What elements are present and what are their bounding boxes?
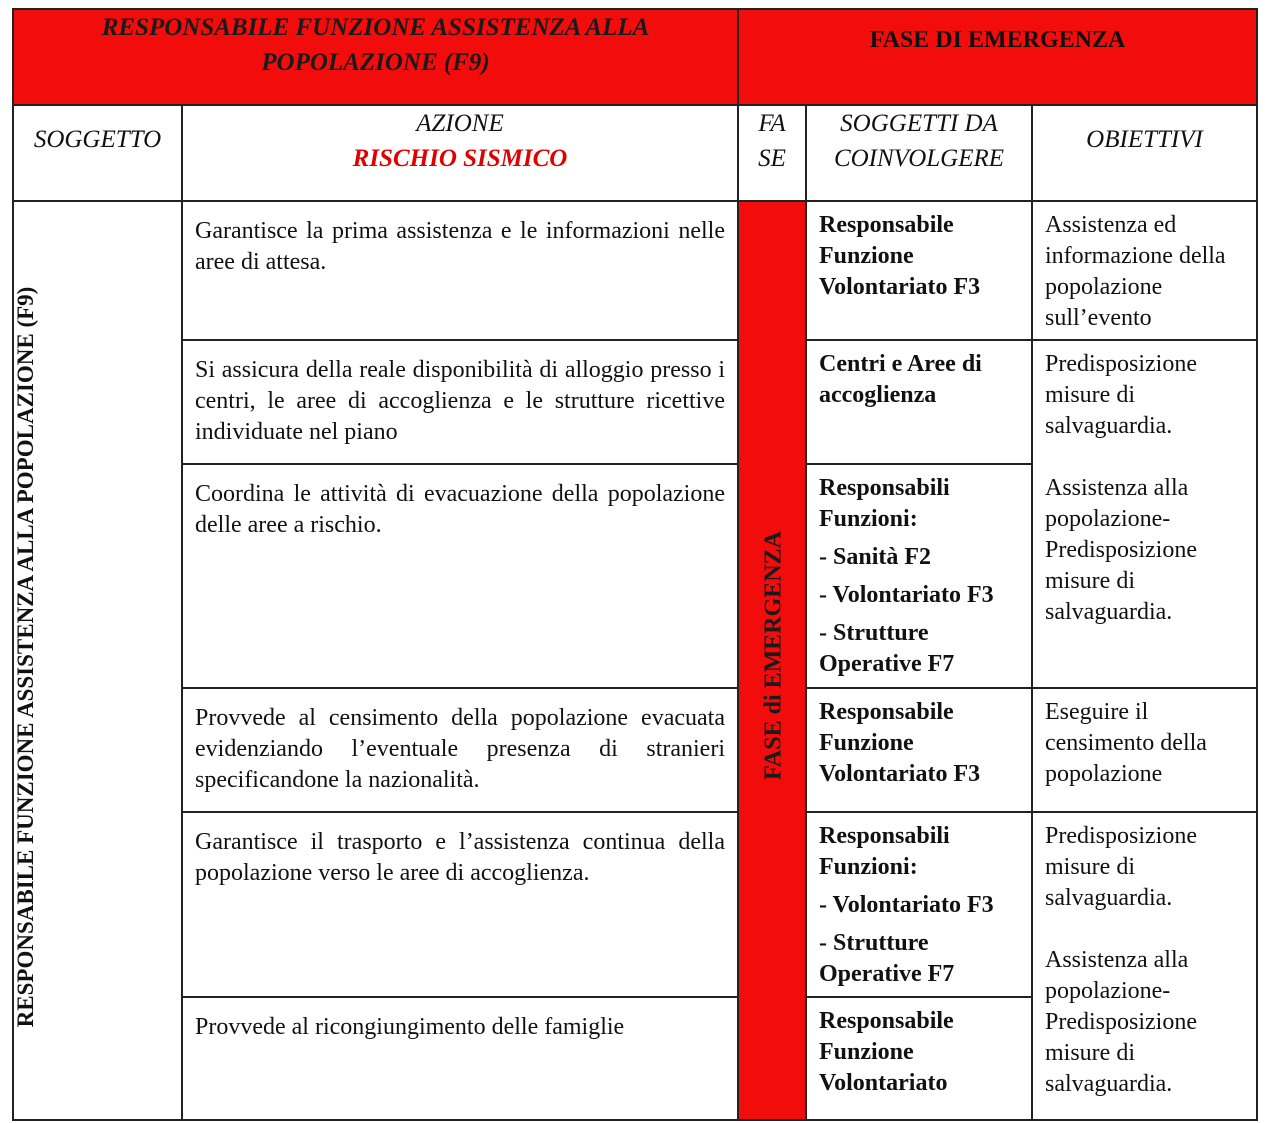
col-header-azione [181, 104, 739, 202]
col-header-azione-label: AZIONE [416, 110, 504, 137]
objective-cell-5: Predisposizione misure di salvaguardia. Assistenza alla popolazione- Predisposizione misure di salvaguardia. [1031, 811, 1258, 1121]
subjects-cell-4: Responsabile Funzione Volontariato F3 [805, 687, 1033, 813]
objective-cell-1: Assistenza ed informazione della popolazione sull’evento [1031, 200, 1258, 341]
phase-vertical-label: FASE di EMERGENZA [760, 531, 787, 780]
table-title-line2: POPOLAZIONE (F9) [261, 49, 490, 76]
action-cell-6: Provvede al ricongiungimento delle famiglie [181, 996, 739, 1121]
subjects-item: - Volontariato F3 [819, 892, 994, 918]
phase-header-label: FASE DI EMERGENZA [869, 27, 1126, 53]
table-title [12, 8, 739, 106]
col-header-obiettivi: OBIETTIVI [1031, 104, 1258, 202]
subjects-cell-2: Centri e Aree di accoglienza [805, 339, 1033, 465]
action-cell-1: Garantisce la prima assistenza e le informazioni nelle aree di attesa. [181, 200, 739, 341]
subjects-item: - Strutture Operative F7 [819, 930, 955, 987]
col-header-rischio: RISCHIO SISMICO [352, 145, 568, 172]
col-header-soggetti: SOGGETTI DA COINVOLGERE [805, 104, 1033, 202]
action-cell-3: Coordina le attività di evacuazione della popolazione delle aree a rischio. [181, 463, 739, 689]
subjects-cell-1: Responsabile Funzione Volontariato F3 [805, 200, 1033, 341]
subject-cell [12, 200, 183, 1121]
action-cell-5: Garantisce il trasporto e l’assistenza continua della popolazione verso le aree di accoglienza. [181, 811, 739, 998]
col-header-soggetto: SOGGETTO [12, 104, 183, 202]
emergency-phase-table [12, 8, 1258, 1121]
subjects-cell-6: Responsabile Funzione Volontariato [805, 996, 1033, 1121]
objective-cell-4: Eseguire il censimento della popolazione [1031, 687, 1258, 813]
table-title-line1: RESPONSABILE FUNZIONE ASSISTENZA ALLA [101, 14, 650, 41]
subject-vertical-label: RESPONSABILE FUNZIONE ASSISTENZA ALLA POPOLAZIONE (F9) [13, 286, 38, 1028]
phase-header [737, 8, 1258, 106]
action-cell-2: Si assicura della reale disponibilità di alloggio presso i centri, le aree di accoglienza e le strutture ricettive individuate nel piano [181, 339, 739, 465]
objective-cell-2: Predisposizione misure di salvaguardia. Assistenza alla popolazione- Predisposizione misure di salvaguardia. [1031, 339, 1258, 689]
subjects-cell-3: Responsabili Funzioni: - Sanità F2 - Volontariato F3 - Strutture Operative F7 [805, 463, 1033, 689]
phase-cell [737, 200, 807, 1121]
subjects-cell-5: Responsabili Funzioni: - Volontariato F3 - Strutture Operative F7 [805, 811, 1033, 998]
action-cell-4: Provvede al censimento della popolazione evacuata evidenziando l’eventuale presenza di stranieri specificandone la nazionalità. [181, 687, 739, 813]
subjects-item: - Sanità F2 [819, 544, 932, 570]
subjects-item: - Strutture Operative F7 [819, 620, 955, 677]
subjects-item: - Volontariato F3 [819, 582, 994, 608]
col-header-fase: FA SE [737, 104, 807, 202]
